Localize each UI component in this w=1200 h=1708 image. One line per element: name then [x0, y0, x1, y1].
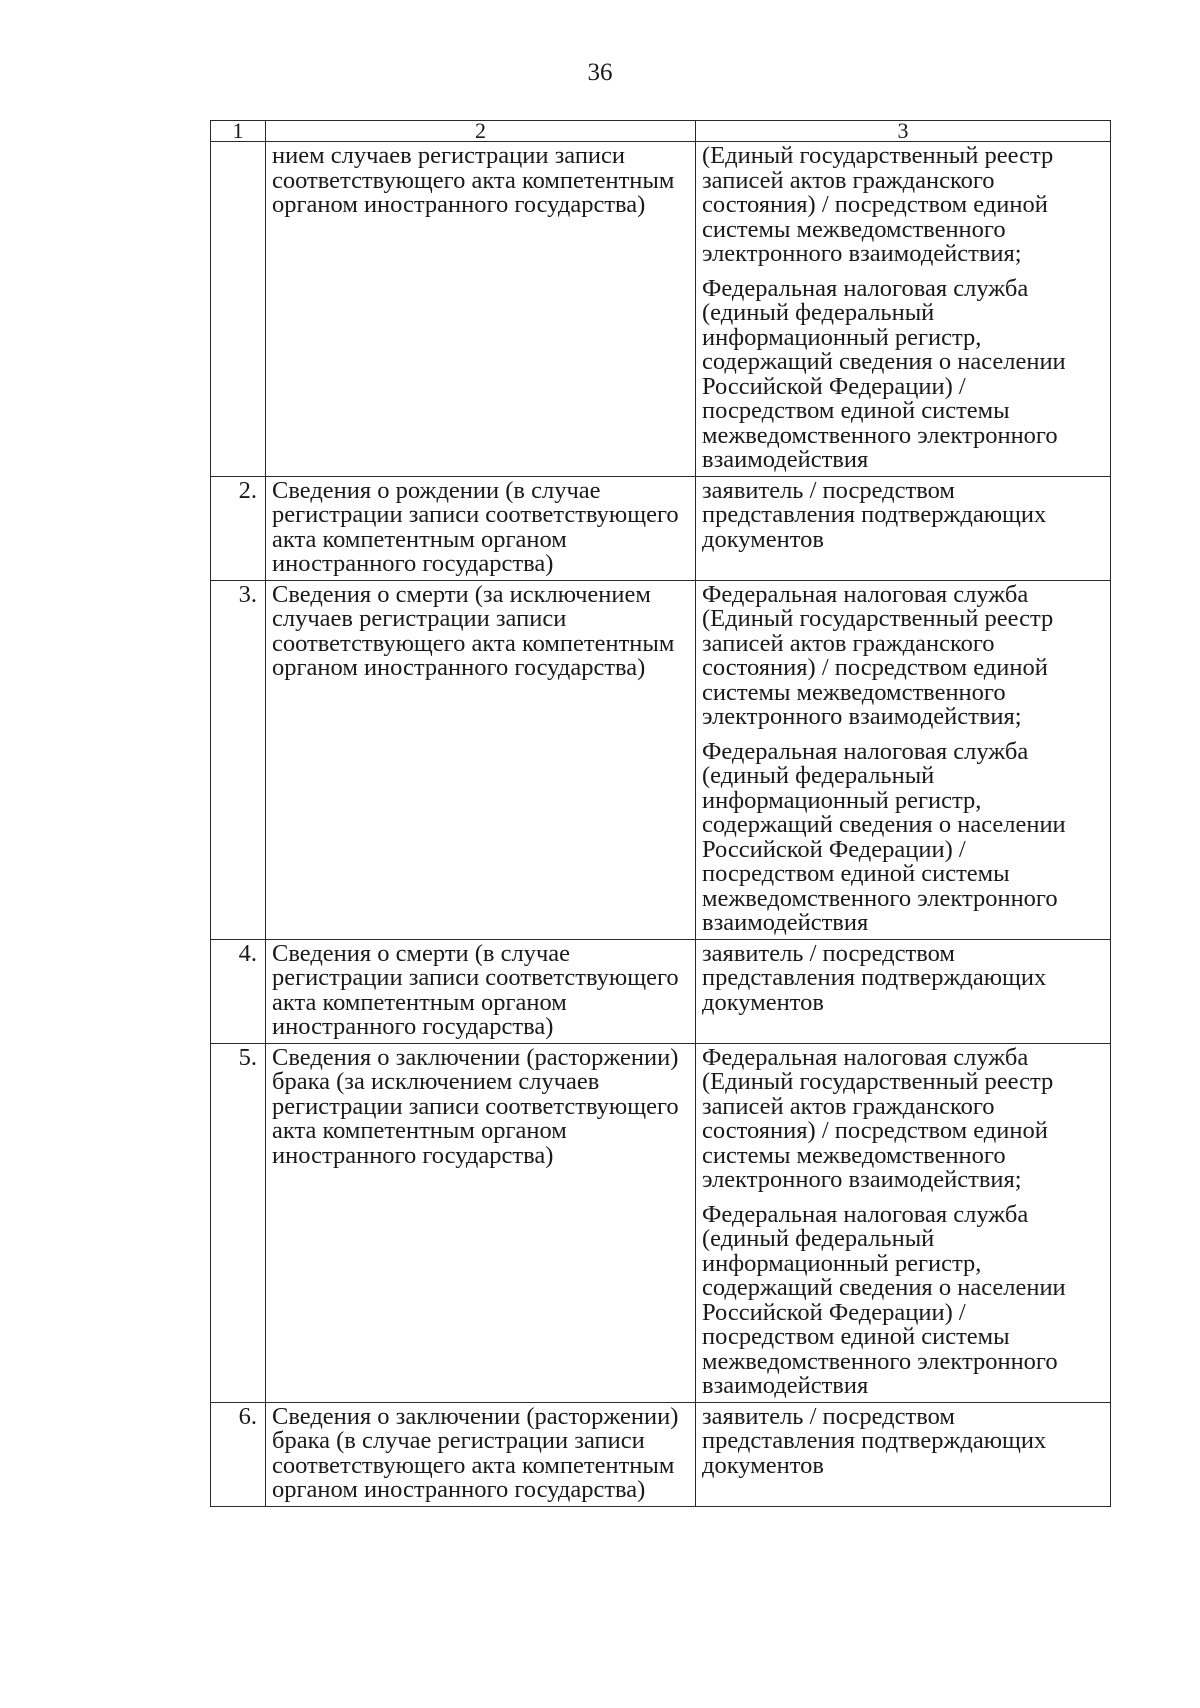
row-info: нием случаев регистрации записи соответствующего акта компетентным органом иностранного государства) — [266, 142, 696, 477]
source-paragraph: (Единый государственный реестр записей актов гражданского состояния) / посредством единой системы межведомственного электронного взаимодействия; — [702, 142, 1054, 267]
source-paragraph: Федеральная налоговая служба (Единый государственный реестр записей актов гражданского состояния) / посредством единой системы межведомственного электронного взаимодействия; — [702, 1043, 1054, 1193]
row-number: 3. — [211, 580, 266, 939]
row-sources — [696, 580, 1111, 939]
row-number: 4. — [211, 939, 266, 1043]
row-info: Сведения о рождении (в случае регистрации записи соответствующего акта компетентным органом иностранного государства) — [266, 476, 696, 580]
row-number: 6. — [211, 1402, 266, 1506]
source-paragraph: Федеральная налоговая служба (единый федеральный информационный регистр, содержащий сведения о населении Российской Федерации) / посредством единой системы межведомственного электронного взаимодействия — [702, 1200, 1066, 1399]
source-paragraph: заявитель / посредством представления подтверждающих документов — [702, 939, 1047, 1016]
table-row — [211, 1043, 1111, 1402]
table-row — [211, 939, 1111, 1043]
source-paragraph: заявитель / посредством представления подтверждающих документов — [702, 1402, 1047, 1479]
row-sources — [696, 142, 1111, 477]
row-info: Сведения о смерти (в случае регистрации записи соответствующего акта компетентным органом иностранного государства) — [266, 939, 696, 1043]
page-number: 36 — [587, 59, 613, 86]
table-row — [211, 142, 1111, 477]
source-paragraph: Федеральная налоговая служба (единый федеральный информационный регистр, содержащий сведения о населении Российской Федерации) / посредством единой системы межведомственного электронного взаимодействия — [702, 737, 1066, 936]
table-row — [211, 476, 1111, 580]
row-number — [211, 142, 266, 477]
header-col-2: 2 — [266, 121, 696, 142]
row-info: Сведения о заключении (расторжении) брака (в случае регистрации записи соответствующего акта компетентным органом иностранного государства) — [266, 1402, 696, 1506]
row-number: 2. — [211, 476, 266, 580]
row-number: 5. — [211, 1043, 266, 1402]
row-sources — [696, 1402, 1111, 1506]
row-info: Сведения о смерти (за исключением случаев регистрации записи соответствующего акта компетентным органом иностранного государства) — [266, 580, 696, 939]
data-table — [210, 120, 1111, 1507]
row-sources — [696, 939, 1111, 1043]
source-paragraph: Федеральная налоговая служба (единый федеральный информационный регистр, содержащий сведения о населении Российской Федерации) / посредством единой системы межведомственного электронного взаимодействия — [702, 274, 1066, 473]
row-sources — [696, 1043, 1111, 1402]
row-info: Сведения о заключении (расторжении) брака (за исключением случаев регистрации записи соответствующего акта компетентным органом иностранного государства) — [266, 1043, 696, 1402]
row-sources — [696, 476, 1111, 580]
table-header-row — [211, 121, 1111, 142]
header-col-1: 1 — [211, 121, 266, 142]
source-paragraph: заявитель / посредством представления подтверждающих документов — [702, 476, 1047, 553]
source-paragraph: Федеральная налоговая служба (Единый государственный реестр записей актов гражданского состояния) / посредством единой системы межведомственного электронного взаимодействия; — [702, 580, 1054, 730]
table-row — [211, 1402, 1111, 1506]
header-col-3: 3 — [696, 121, 1111, 142]
table-row — [211, 580, 1111, 939]
